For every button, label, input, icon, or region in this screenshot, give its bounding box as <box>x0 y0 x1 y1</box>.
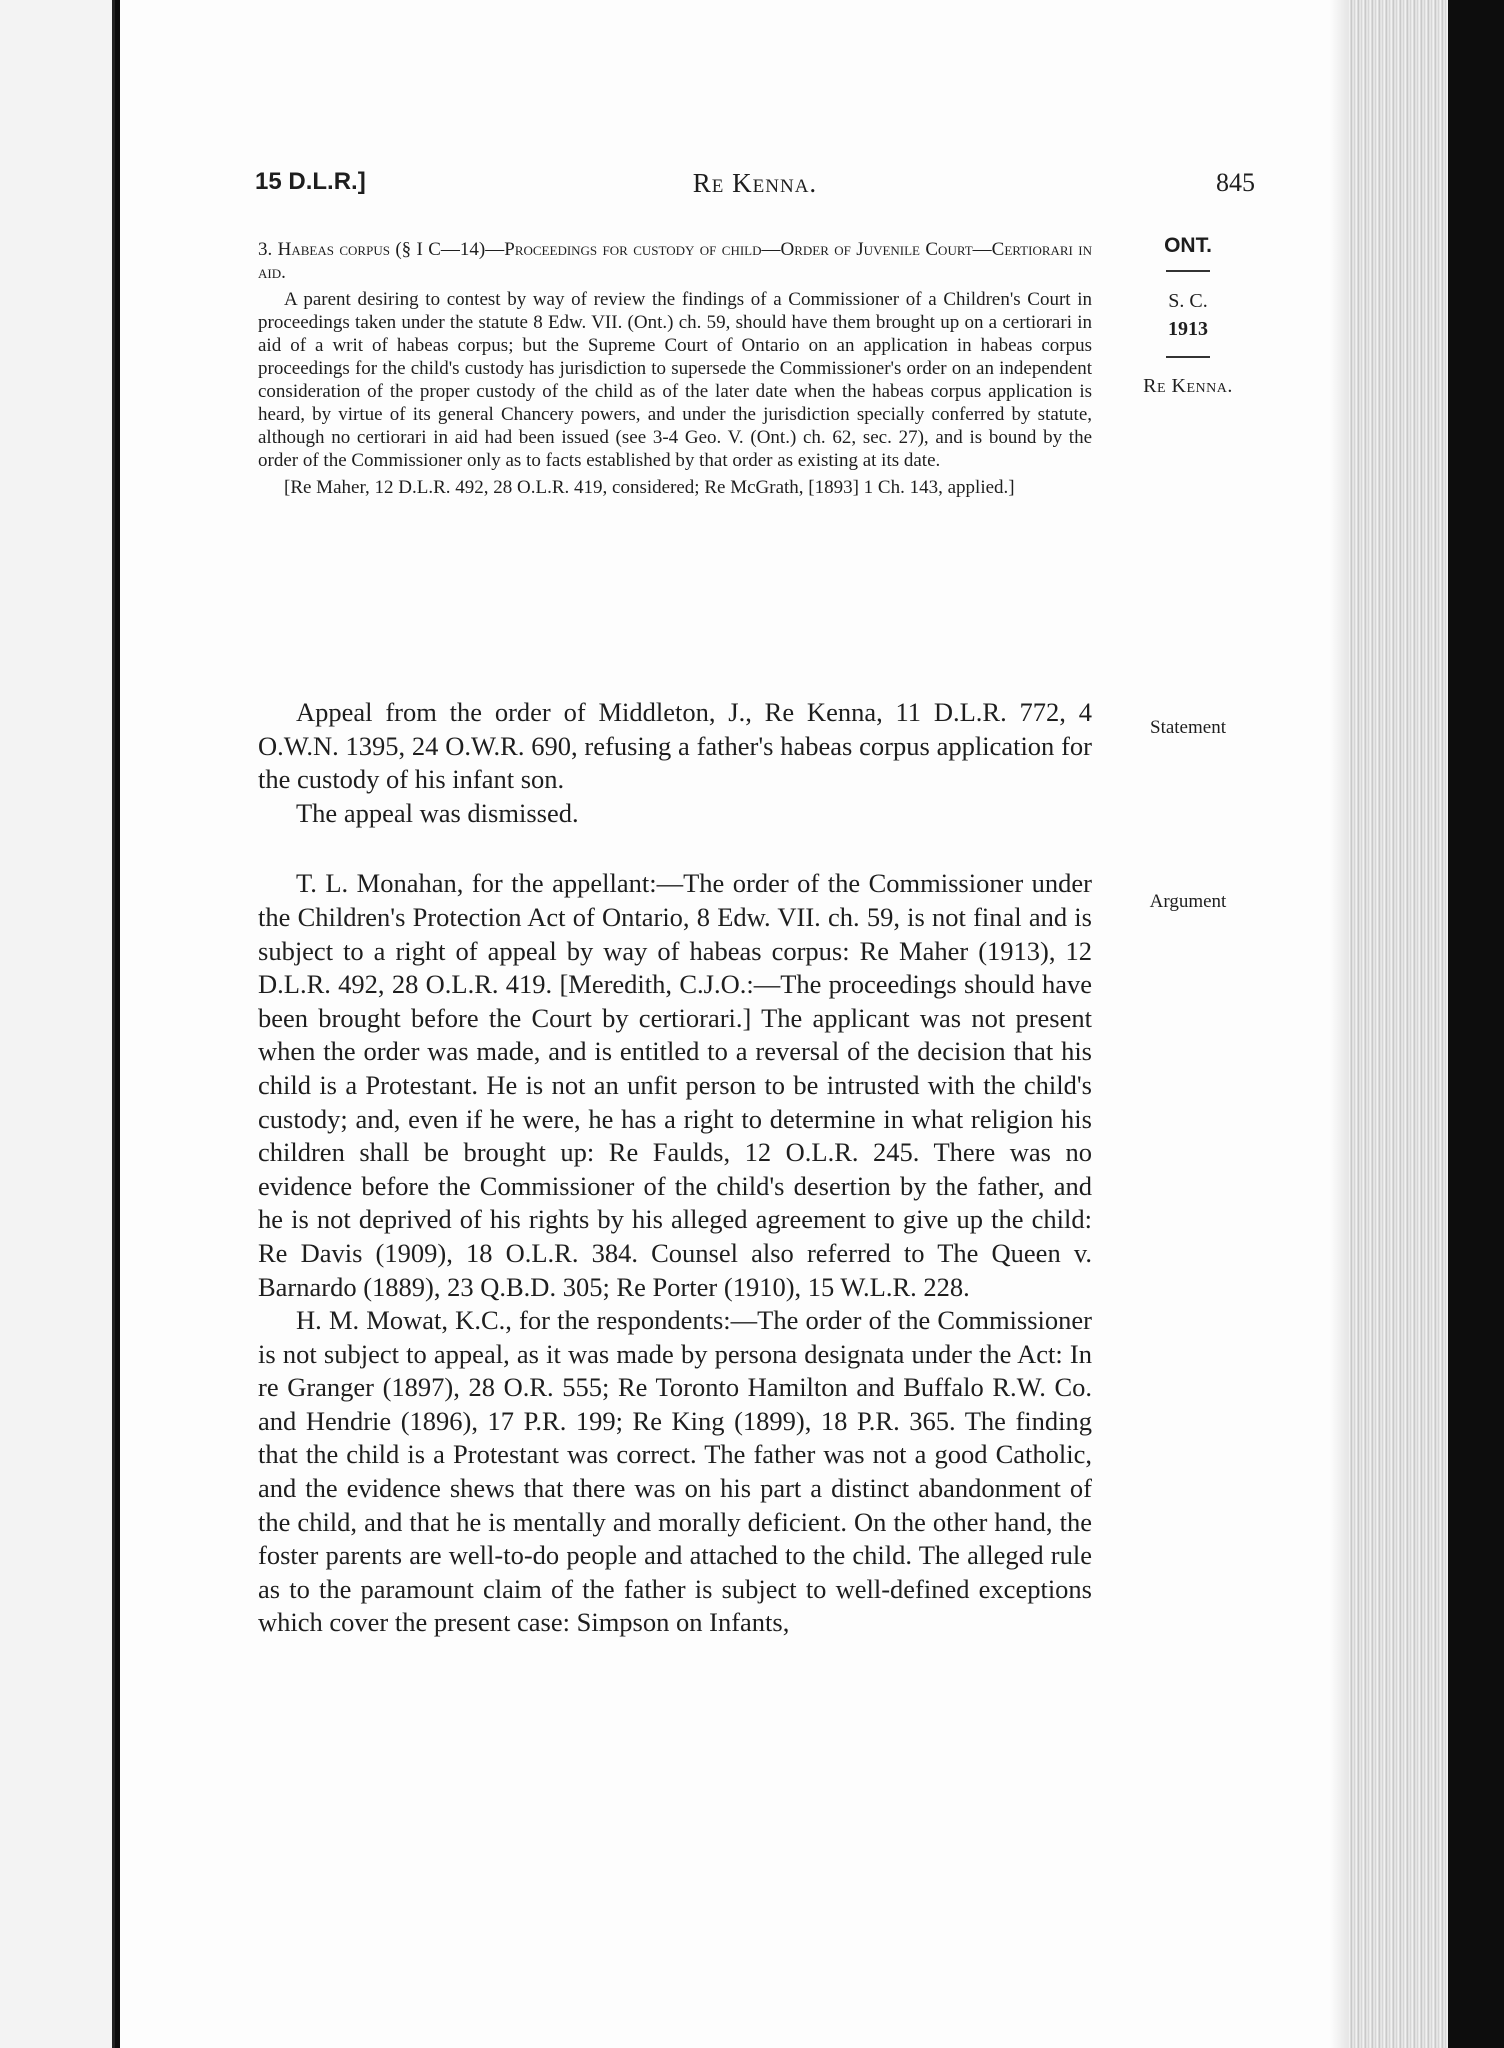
disposition-paragraph: The appeal was dismissed. <box>296 797 579 828</box>
volume-reference: 15 D.L.R.] <box>255 168 366 195</box>
margin-statement-label: Statement <box>1150 717 1226 738</box>
statement-paragraph: Appeal from the order of Middleton, J., Re Kenna, 11 D.L.R. 772, 4 O.W.N. 1395, 24 O.W.R. 690, refusing a father's habeas corpus application for the custody of his infant son. <box>258 697 1092 795</box>
respondent-argument-paragraph: H. M. Mowat, K.C., for the respondents:—The order of the Commissioner is not subject to appeal, as it was made by persona designata under the Act: In re Granger (1897), 28 O.R. 555; Re Toronto Hamilton and Buffalo R.W. Co. and Hendrie (1896), 17 P.R. 199; Re King (1899), 18 P.R. 365. The finding that the child is a Protestant was correct. The father was not a good Catholic, and the evidence shews that there was on his part a distinct abandonment of the child, and that he is mentally and morally deficient. On the other hand, the foster parents are well-to-do people and attached to the child. The alleged rule as to the paramount claim of the father is subject to well-defined exceptions which cover the present case: Simpson on Infants, <box>258 1305 1092 1638</box>
margin-province: ONT. <box>1164 234 1212 257</box>
headnote-heading: 3. Habeas corpus (§ I C—14)—Proceedings for custody of child—Order of Juvenile Court—Certiorari in aid. <box>258 239 1092 283</box>
margin-rule <box>1166 270 1210 272</box>
page-number: 845 <box>1216 168 1255 197</box>
appellant-argument-paragraph: T. L. Monahan, for the appellant:—The order of the Commissioner under the Children's Protection Act of Ontario, 8 Edw. VII. ch. 59, is not final and is subject to a right of appeal by way of habeas corpus: Re Maher (1913), 12 D.L.R. 492, 28 O.L.R. 419. [Meredith, C.J.O.:—The proceedings should have been brought before the Court by certiorari.] The applicant was not present when the order was made, and is entitled to a reversal of the decision that his child is a Protestant. He is not an unfit person to be intrusted with the child's custody; and, even if he were, he has a right to determine in what religion his children shall be brought up: Re Faulds, 12 O.L.R. 245. There was no evidence before the Commissioner of the child's desertion by the father, and he is not deprived of his rights by his alleged agreement to give up the child: Re Davis (1909), 18 O.L.R. 384. Counsel also referred to The Queen v. Barnardo (1889), 23 Q.B.D. 305; Re Porter (1910), 15 W.L.R. 228. <box>258 868 1092 1302</box>
running-head <box>255 168 1255 208</box>
headnote <box>258 238 1092 499</box>
margin-court: S. C. <box>1168 290 1208 312</box>
page-stack-edges <box>1348 0 1448 2048</box>
headnote-citations: [Re Maher, 12 D.L.R. 492, 28 O.L.R. 419, considered; Re McGrath, [1893] 1 Ch. 143, applied.] <box>284 477 1015 498</box>
margin-rule <box>1166 356 1210 358</box>
margin-argument-label: Argument <box>1149 891 1227 912</box>
headnote-body: A parent desiring to contest by way of review the findings of a Commissioner of a Children's Court in proceedings taken under the statute 8 Edw. VII. (Ont.) ch. 59, should have them brought up on a certiorari in aid of a writ of habeas corpus; but the Supreme Court of Ontario on an application in habeas corpus proceedings for the child's custody has jurisdiction to supersede the Commissioner's order on an independent consideration of the proper custody of the child as of the later date when the habeas corpus application is heard, by virtue of its general Chancery powers, and under the jurisdiction specially conferred by statute, although no certiorari in aid had been issued (see 3-4 Geo. V. (Ont.) ch. 62, sec. 27), and is bound by the order of the Commissioner only as to facts established by that order as existing at its date. <box>258 289 1092 471</box>
page-gutter-shadow <box>1330 0 1348 2048</box>
opinion-body <box>258 696 1092 1640</box>
facing-page-edge <box>0 0 115 2048</box>
case-title-header: Re Kenna. <box>692 168 818 198</box>
margin-case-name: Re Kenna. <box>1143 375 1233 397</box>
margin-year: 1913 <box>1168 318 1208 340</box>
